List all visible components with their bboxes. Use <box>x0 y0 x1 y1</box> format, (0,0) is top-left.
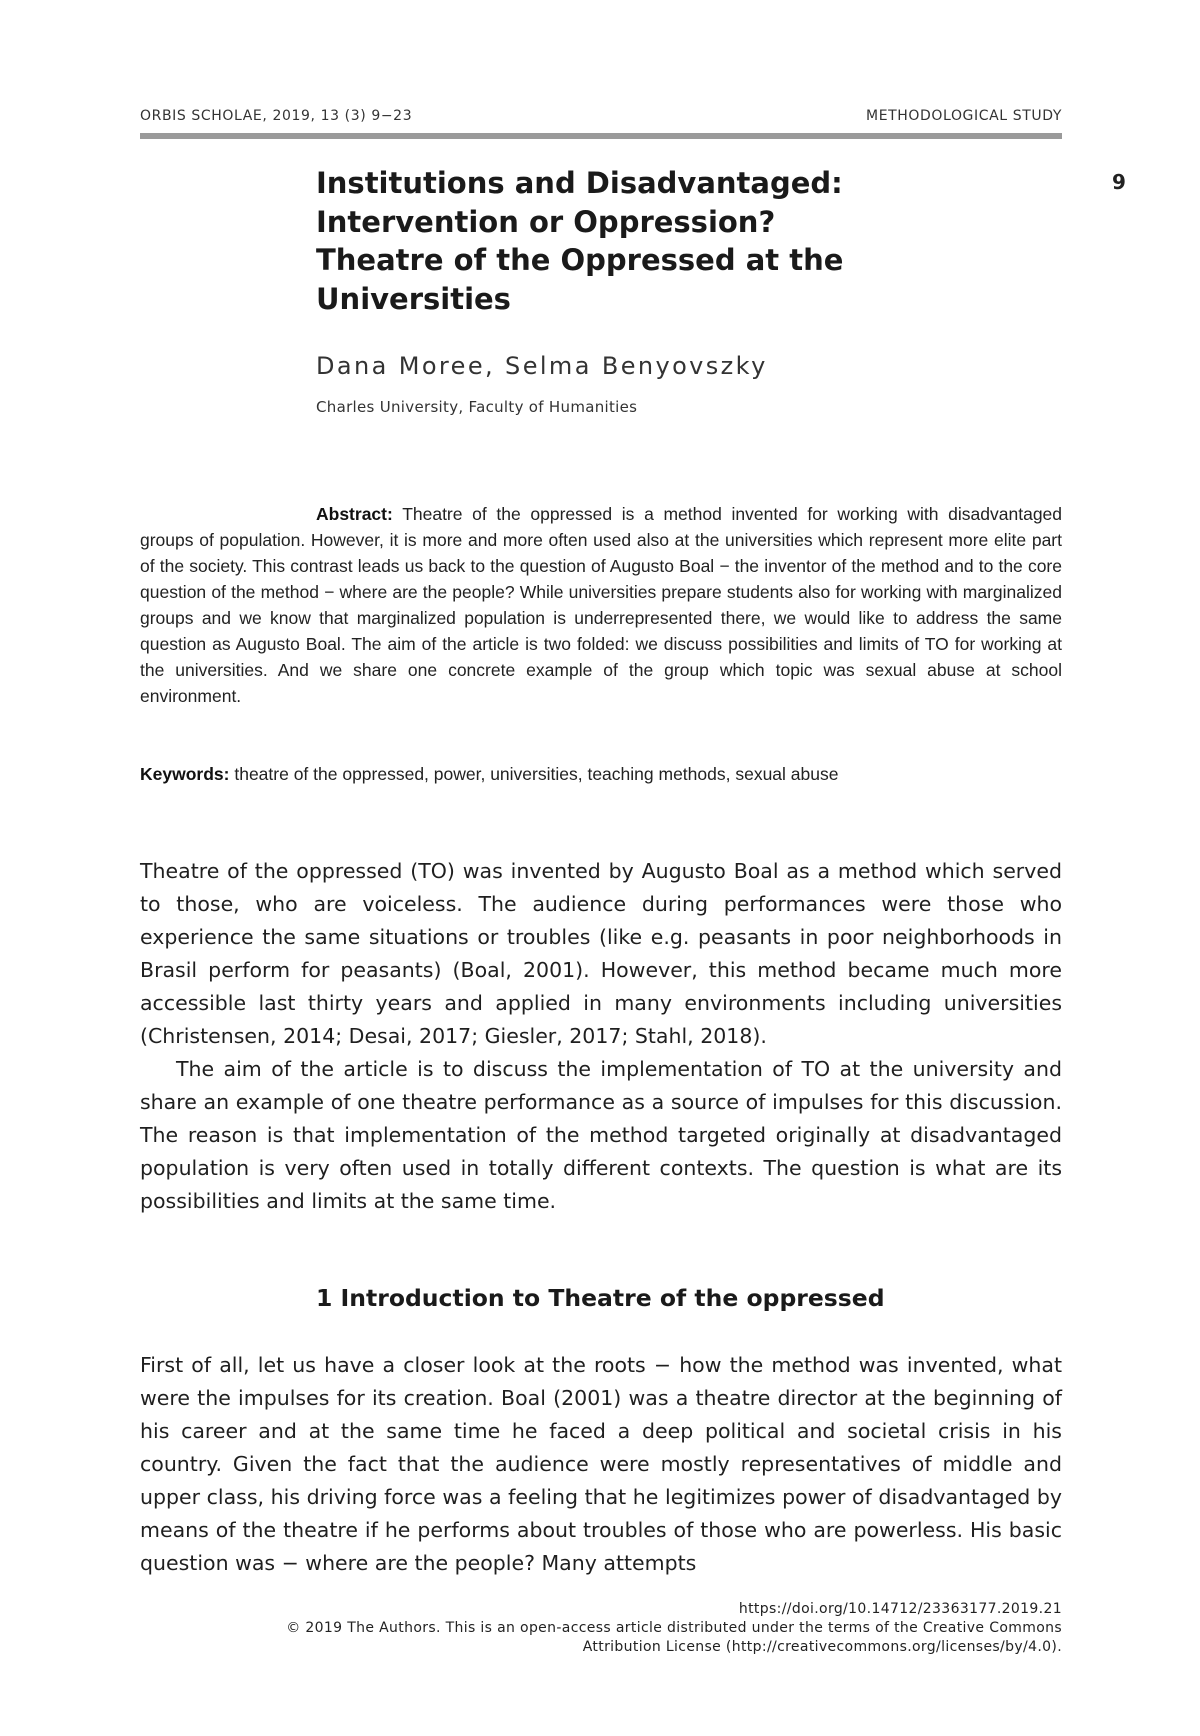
header-rule <box>140 133 1062 139</box>
footer <box>140 1600 1062 1657</box>
title-line: Universities <box>316 281 511 316</box>
keywords <box>140 761 1062 787</box>
title-line: Intervention or Oppression? <box>316 204 776 239</box>
article-type: METHODOLOGICAL STUDY <box>866 108 1062 124</box>
license-line: Attribution License (http://creativecommons.org/licenses/by/4.0). <box>582 1639 1062 1655</box>
page-number: 9 <box>1112 170 1126 194</box>
running-header <box>140 108 1062 130</box>
body-paragraph-3: First of all, let us have a closer look at the roots − how the method was invented, what were the impulses for its creation. Boal (2001) was a theatre director at the beginning of his career and at the same time he faced a deep political and societal crisis in his country. Given the fact that the audience were mostly representatives of middle and upper class, his driving force was a feeling that he legitimizes power of disadvantaged by means of the theatre if he performs about troubles of those who are powerless. His basic question was − where are the people? Many attempts <box>140 1353 1062 1575</box>
abstract <box>140 501 1062 709</box>
body-paragraph-1: Theatre of the oppressed (TO) was invented by Augusto Boal as a method which served to those, who are voiceless. The audience during performances were those who experience the same situations or troubles (like e.g. peasants in poor neighborhoods in Brasil perform for peasants) (Boal, 2001). However, this method became much more accessible last thirty years and applied in many environments including universities (Christensen, 2014; Desai, 2017; Giesler, 2017; Stahl, 2018). <box>140 859 1062 1048</box>
journal-citation: ORBIS SCHOLAE, 2019, 13 (3) 9−23 <box>140 108 413 124</box>
section-heading: 1 Introduction to Theatre of the oppressed <box>316 1284 885 1312</box>
affiliation: Charles University, Faculty of Humanities <box>316 398 638 416</box>
license-line: © 2019 The Authors. This is an open-access article distributed under the terms of the Creative Commons <box>286 1620 1062 1636</box>
doi-link[interactable]: https://doi.org/10.14712/23363177.2019.21 <box>738 1601 1062 1617</box>
body-paragraph-2: The aim of the article is to discuss the implementation of TO at the university and share an example of one theatre performance as a source of impulses for this discussion. The reason is that implementation of the method targeted originally at disadvantaged population is very often used in totally different contexts. The question is what are its possibilities and limits at the same time. <box>140 1057 1062 1213</box>
authors: Dana Moree, Selma Benyovszky <box>316 352 768 380</box>
keywords-label: Keywords: <box>140 764 230 784</box>
keywords-text: theatre of the oppressed, power, universities, teaching methods, sexual abuse <box>234 764 839 784</box>
abstract-label: Abstract: <box>316 504 393 524</box>
title-line: Theatre of the Oppressed at the <box>316 243 844 277</box>
title-line: Institutions and Disadvantaged: <box>316 166 843 200</box>
abstract-text: Theatre of the oppressed is a method invented for working with disadvantaged groups of population. However, it is more and more often used also at the universities which represent more elite part of the society. This contrast leads us back to the question of Augusto Boal − the inventor of the method and to the core question of the method − where are the people? While universities prepare students also for working with marginalized groups and we know that marginalized population is underrepresented there, we would like to address the same question as Augusto Boal. The aim of the article is two folded: we discuss possibilities and limits of TO for working at the universities. And we share one concrete example of the group which topic was sexual abuse at school environment. <box>140 504 1063 706</box>
article-title <box>316 164 1016 318</box>
